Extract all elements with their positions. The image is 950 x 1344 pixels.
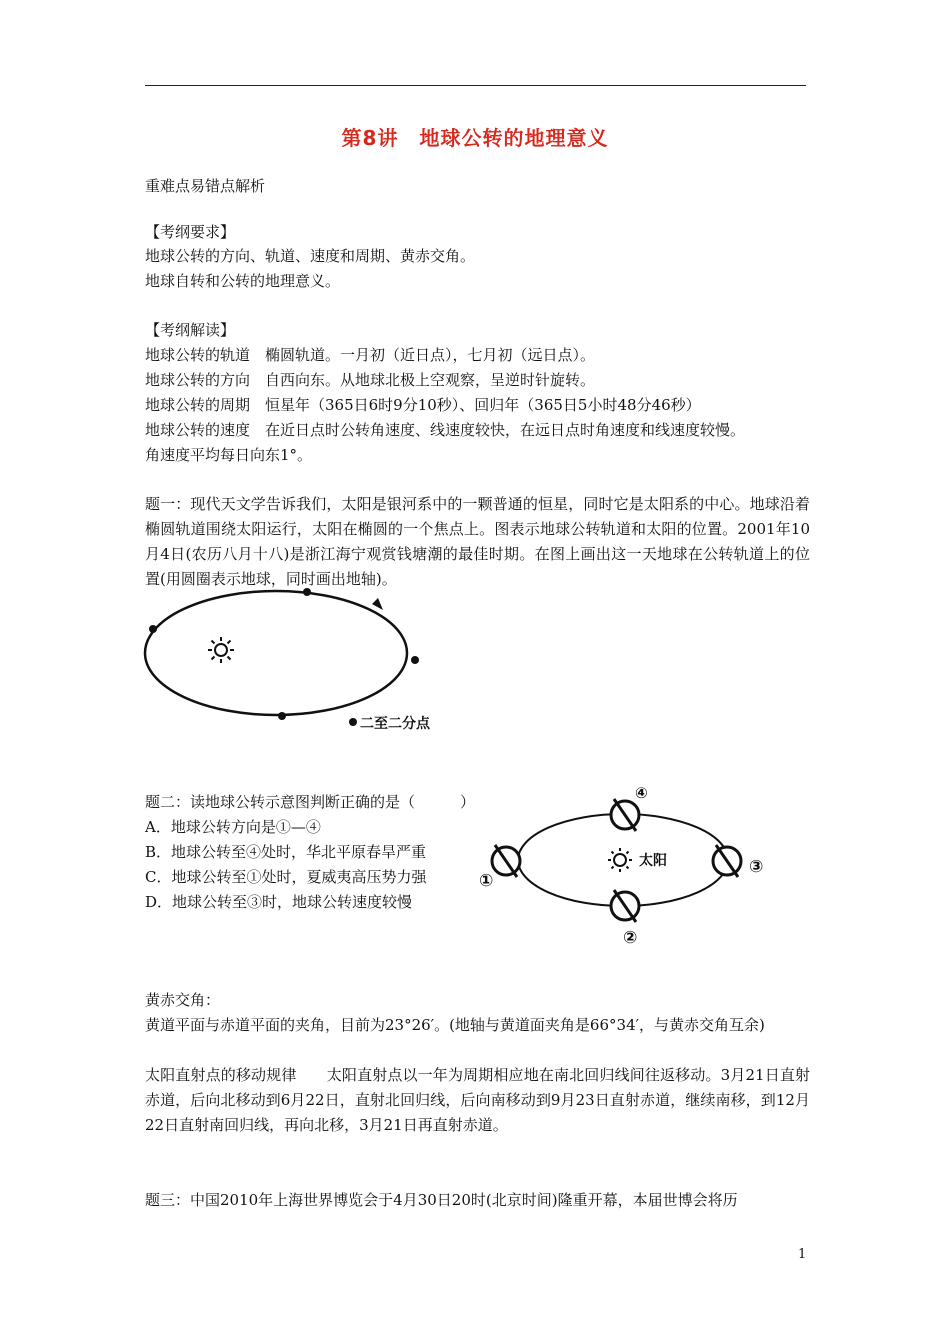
page-title: 第8讲 地球公转的地理意义 [341,126,609,150]
marker-2: ② [623,928,638,948]
question-2-option-b: B．地球公转至④处时，华北平原春旱严重 [145,843,427,861]
direction-arrow-icon [372,598,383,610]
question-3-text: 题三：中国2010年上海世界博览会于4月30日20时(北京时间)隆重开幕，本届世博会将历 [145,1191,738,1209]
solstice-point [411,656,419,664]
solstice-point [278,712,286,720]
sun-icon [608,848,632,872]
marker-3: ③ [749,857,764,877]
question-1-text: 题一：现代天文学告诉我们，太阳是银河系中的一颗普通的恒星，同时它是太阳系的中心。地球沿着椭圆轨道围绕太阳运行，太阳在椭圆的一个焦点上。图表示地球公转轨道和太阳的位置。2001年10月4日(农历八月十八)是浙江海宁观赏钱塘潮的最佳时期。在图上画出这一天地球在公转轨道上的位置(用圆圈表示地球，同时画出地轴)。 [145,495,810,588]
legend-dot [349,718,357,726]
header-rule [145,85,806,86]
question-2-option-c: C．地球公转至①处时，夏威夷高压势力强 [145,868,427,886]
section-heading-interpretation: 【考纲解读】 [145,321,236,339]
obliquity-heading: 黄赤交角： [145,991,221,1009]
requirement-line: 地球自转和公转的地理意义。 [145,272,341,290]
sun-label: 太阳 [639,853,667,869]
sun-icon [208,637,234,663]
interpretation-line: 角速度平均每日向东1°。 [145,446,313,464]
question-2-option-d: D．地球公转至③时，地球公转速度较慢 [145,893,413,911]
question-2-stem: 题二：读地球公转示意图判断正确的是（ ） [145,793,476,811]
orbit-ellipse [145,591,407,715]
section-heading-requirements: 【考纲要求】 [145,223,236,241]
orbit-diagram-q1 [140,588,460,738]
obliquity-text-2: 太阳直射点的移动规律 太阳直射点以一年为周期相应地在南北回归线间往返移动。3月21日直射赤道，后向北移动到6月22日，直射北回归线，后向南移动到9月23日直射赤道，继续南移，到12月22日直射南回归线，再向北移，3月21日再直射赤道。 [145,1066,810,1134]
obliquity-text-1: 黄道平面与赤道平面的夹角，目前为23°26′。(地轴与黄道面夹角是66°34′，与黄赤交角互余) [145,1016,765,1034]
orbit-diagram-q2 [465,780,775,950]
intro-text: 重难点易错点解析 [145,177,266,195]
marker-4: ④ [635,784,648,802]
interpretation-line: 地球公转的方向 自西向东。从地球北极上空观察，呈逆时针旋转。 [145,371,596,389]
solstice-point [149,625,157,633]
requirement-line: 地球公转的方向、轨道、速度和周期、黄赤交角。 [145,247,476,265]
marker-1: ① [479,871,494,891]
interpretation-line: 地球公转的周期 恒星年（365日6时9分10秒）、回归年（365日5小时48分46秒） [145,396,701,414]
question-2-option-a: A．地球公转方向是①—④ [145,818,321,836]
interpretation-line: 地球公转的轨道 椭圆轨道。一月初（近日点），七月初（远日点）。 [145,346,596,364]
page-number: 1 [798,1247,807,1262]
legend-label: 二至二分点 [360,716,430,732]
solstice-point [303,588,311,596]
interpretation-line: 地球公转的速度 在近日点时公转角速度、线速度较快，在远日点时角速度和线速度较慢。 [145,421,746,439]
